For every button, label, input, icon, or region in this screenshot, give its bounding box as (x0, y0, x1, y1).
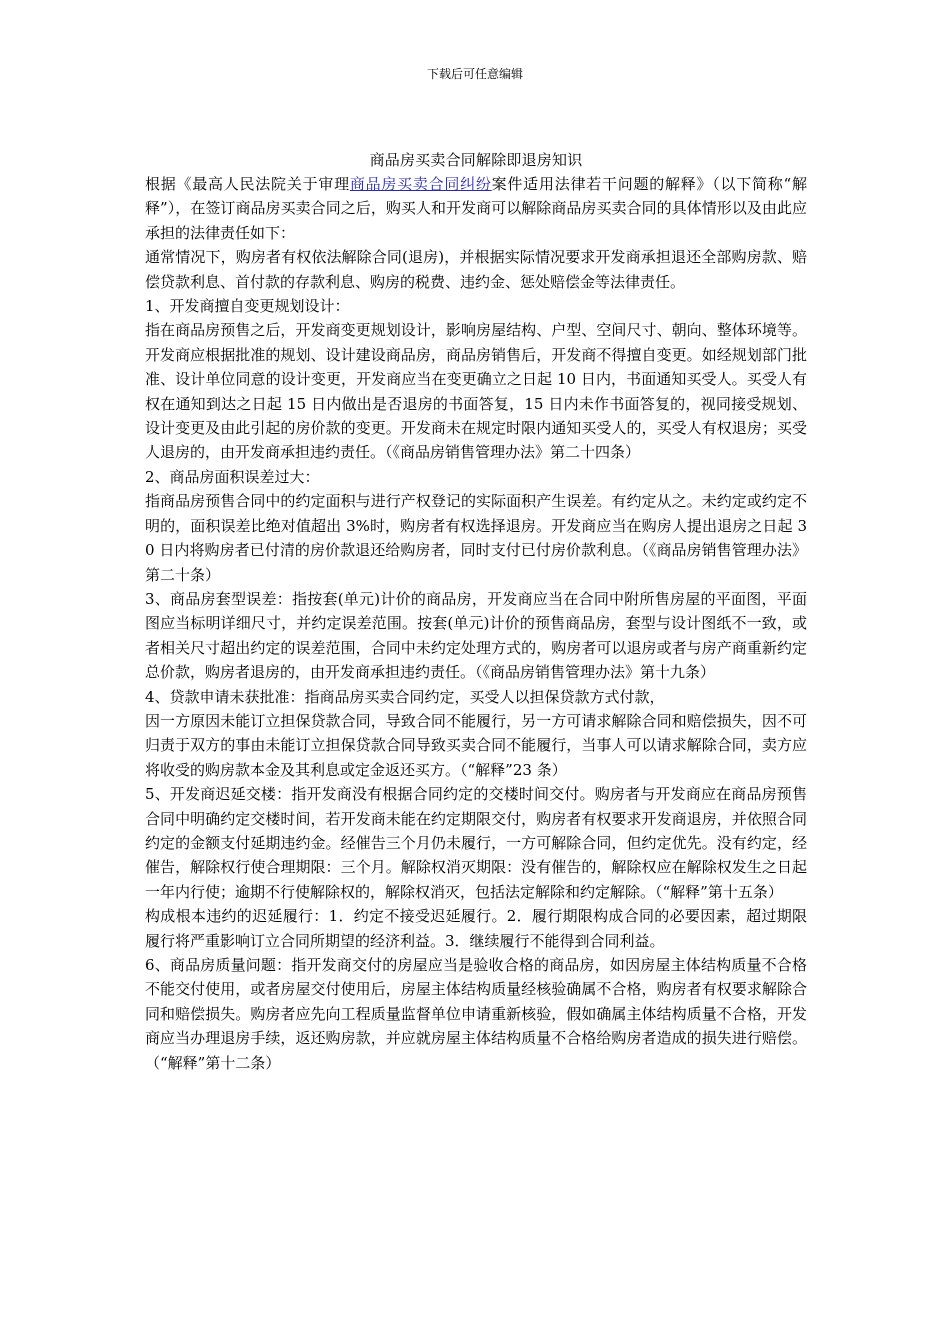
heading-loan-rejected: 4、贷款申请未获批准：指商品房买卖合同约定，买受人以担保贷款方式付款， (145, 687, 665, 706)
intro-paragraph (145, 172, 807, 245)
heading-area-error: 2、商品房面积误差过大： (145, 467, 320, 486)
paragraph-fundamental-breach: 构成根本违约的迟延履行：1．约定不接受迟延履行。2．履行期限构成合同的必要因素，超过期限履行将严重影响订立合同所期望的经济利益。3．继续履行不能得到合同利益。 (145, 907, 807, 950)
paragraph-quality-problem: 6、商品房质量问题：指开发商交付的房屋应当是验收合格的商品房，如因房屋主体结构质量不合格不能交付使用，或者房屋交付使用后，房屋主体结构质量经核验确属不合格，购房者有权要求解除合同和赔偿损失。购房者应先向工程质量监督单位申请重新核验，假如确属主体结构质量不合格，开发商应当办理退房手续，返还购房款，并应就房屋主体结构质量不合格给购房者造成的损失进行赔偿。（“解释”第十二条） (145, 956, 807, 1072)
intro-text-before: 根据《最高人民法院关于审理 (145, 175, 350, 193)
paragraph-general: 通常情况下，购房者有权依法解除合同(退房)，并根据实际情况要求开发商承担退还全部购房款、赔偿贷款利息、首付款的存款利息、购房的税费、违约金、惩处赔偿金等法律责任。 (145, 248, 807, 291)
contract-dispute-link[interactable]: 商品房买卖合同纠纷 (349, 175, 492, 193)
intro-text-after: 案件适用法律若干问题的解释》（以下简称“解释”），在签订商品房买卖合同之后，购买人和开发商可以解除商品房买卖合同的具体情形以及由此应承担的法律责任如下： (145, 175, 807, 242)
document-title: 商品房买卖合同解除即退房知识 (369, 151, 583, 169)
paragraph-unit-type-error: 3、商品房套型误差：指按套(单元)计价的商品房，开发商应当在合同中附所售房屋的平面图，平面图应当标明详细尺寸，并约定误差范围。按套(单元)计价的预售商品房，套型与设计图纸不一致，或者相关尺寸超出约定的误差范围，合同中未约定处理方式的，购房者可以退房或者与房产商重新约定总价款，购房者退房的，由开发商承担违约责任。（《商品房销售管理办法》第十九条） (145, 589, 807, 682)
paragraph-loan-rejected: 因一方原因未能订立担保贷款合同，导致合同不能履行，另一方可请求解除合同和赔偿损失，因不可归责于双方的事由未能订立担保贷款合同导致买卖合同不能履行，当事人可以请求解除合同，卖方应将收受的购房款本金及其利息或定金返还买方。（“解释”23 条） (145, 711, 807, 779)
page-header: 下载后可任意编辑 (426, 67, 523, 81)
paragraph-area-error: 指商品房预售合同中的约定面积与进行产权登记的实际面积产生误差。有约定从之。未约定或约定不明的，面积误差比绝对值超出 3%时，购房者有权选择退房。开发商应当在购房人提出退房之日起 30 日内将购房者已付清的房价款退还给购房者，同时支付已付房价款利息。（《商品房销售管理办法》第二十条） (145, 492, 807, 584)
paragraph-planning-change: 指在商品房预售之后，开发商变更规划设计，影响房屋结构、户型、空间尺寸、朝向、整体环境等。开发商应根据批准的规划、设计建设商品房，商品房销售后，开发商不得擅自变更。如经规划部门批准、设计单位同意的设计变更，开发商应当在变更确立之日起 10 日内，书面通知买受人。买受人有权在通知到达之日起 15 日内做出是否退房的书面答复，15 日内未作书面答复的，视同接受规划、设计变更及由此引起的房价款的变更。开发商未在规定时限内通知买受人的，买受人有权退房；买受人退房的，由开发商承担违约责任。（《商品房销售管理办法》第二十四条） (145, 321, 807, 462)
heading-planning-change: 1、开发商擅自变更规划设计： (145, 297, 350, 316)
document-body (145, 148, 807, 1075)
paragraph-delayed-delivery: 5、开发商迟延交楼：指开发商没有根据合同约定的交楼时间交付。购房者与开发商应在商品房预售合同中明确约定交楼时间，若开发商未能在约定期限交付，购房者有权要求开发商退房，并依照合同约定的金额支付延期违约金。经催告三个月仍未履行，一方可解除合同，但约定优先。没有约定，经催告，解除权行使合理期限：三个月。解除权消灭期限：没有催告的，解除权应在解除权发生之日起一年内行使；逾期不行使解除权的，解除权消灭，包括法定解除和约定解除。（“解释”第十五条） (145, 785, 807, 901)
